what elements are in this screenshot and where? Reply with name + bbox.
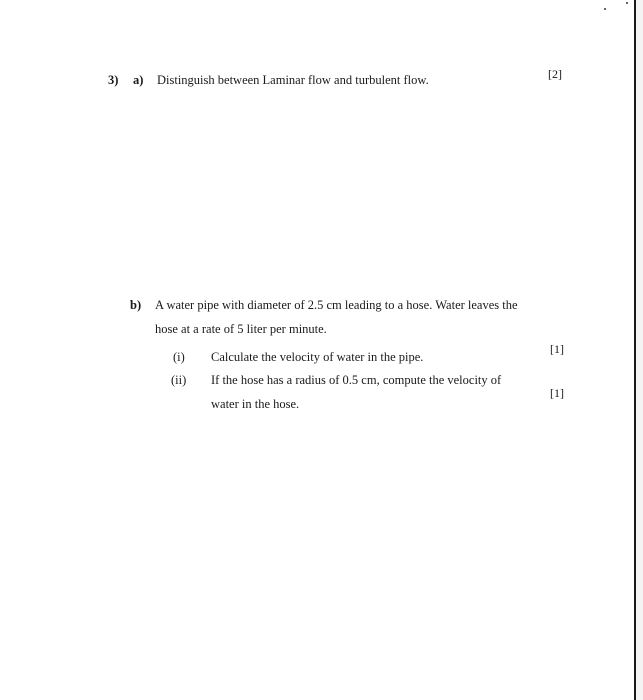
- part-b-line-1: A water pipe with diameter of 2.5 cm leading to a hose. Water leaves the: [155, 298, 518, 312]
- part-a-marks: [2]: [548, 67, 562, 81]
- sub-ii-line-1: If the hose has a radius of 0.5 cm, compute the velocity of: [211, 373, 502, 387]
- part-b-label: b): [130, 298, 142, 312]
- part-a-label: a): [133, 73, 144, 87]
- page-margin: [636, 0, 643, 700]
- sub-ii-line-2: water in the hose.: [211, 397, 300, 411]
- sub-ii-label: (ii): [171, 373, 187, 387]
- sub-ii-marks: [1]: [550, 386, 564, 400]
- sub-i-marks: [1]: [550, 342, 564, 356]
- question-number: 3): [108, 73, 119, 87]
- sub-i-label: (i): [173, 350, 185, 364]
- scan-speck: [604, 8, 606, 10]
- part-b-line-2: hose at a rate of 5 liter per minute.: [155, 322, 327, 336]
- sub-i-text: Calculate the velocity of water in the pipe.: [211, 350, 424, 364]
- scan-speck: [626, 2, 628, 4]
- part-a-text: Distinguish between Laminar flow and turbulent flow.: [157, 73, 429, 87]
